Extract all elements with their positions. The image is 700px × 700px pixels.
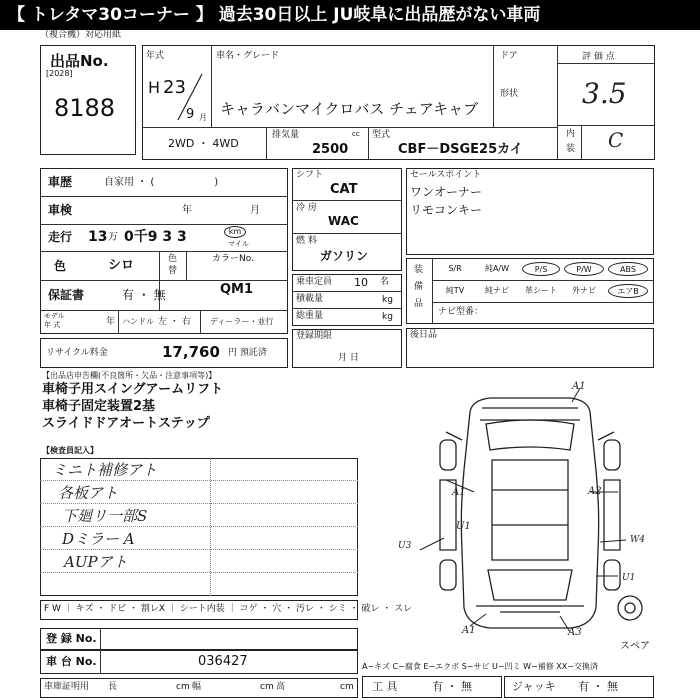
equip-power-window: P/W bbox=[564, 262, 604, 276]
color-no-value: QM1 bbox=[220, 282, 254, 297]
recycle-label: リサイクル料金 bbox=[46, 348, 108, 358]
title-banner: 【 トレタマ30コーナー 】 過去30日以上 JU岐阜に出品歴がない車両 bbox=[0, 0, 700, 30]
score-value: 3.5 bbox=[582, 77, 627, 110]
cooling-value: WAC bbox=[328, 214, 359, 228]
diagram-mark-1: A1 bbox=[572, 381, 586, 392]
cert-width: 幅 bbox=[192, 682, 202, 692]
inspection-row: F W ｜ キズ ・ ドビ ・ 割レX ｜ シート内装 ｜ コゲ ・ 穴 ・ 汚レ ・ シミ ・ 破レ ・ スレ bbox=[44, 604, 413, 614]
tools-value: 有 ・ 無 bbox=[432, 680, 472, 693]
registration-no-label: 登 録 No. bbox=[46, 632, 97, 645]
cert-height-unit: cm bbox=[340, 682, 354, 692]
month-value: 9 bbox=[186, 107, 195, 122]
spare-label: スペア bbox=[620, 641, 650, 652]
interior-value: C bbox=[608, 128, 624, 152]
chassis-value: 036427 bbox=[198, 654, 248, 669]
inspector-note-3: 下廻リ一部S bbox=[62, 507, 148, 525]
diagram-mark-3: A2 bbox=[588, 486, 602, 497]
warranty-label: 保証書 bbox=[48, 288, 85, 302]
registration-deadline-label: 登録期限 bbox=[296, 331, 333, 341]
warranty-value: 有 ・ 無 bbox=[122, 288, 166, 302]
cert-height: 高 bbox=[276, 682, 286, 692]
score-label: 評 価 点 bbox=[582, 52, 615, 62]
model-year-label-2: 年 式 bbox=[44, 321, 61, 329]
displacement-unit: cc bbox=[352, 130, 360, 138]
declaration-line-3: スライドドアオートステップ bbox=[42, 416, 210, 431]
cooling-label: 冷 房 bbox=[296, 203, 317, 213]
declaration-header: 【出品店申告欄(不良箇所・欠品・注意事項等)】 bbox=[42, 371, 217, 380]
color-no-label: カラーNo. bbox=[212, 254, 254, 264]
year-label: 年式 bbox=[146, 51, 165, 61]
later-items-label: 後日品 bbox=[410, 330, 438, 340]
lot-label: 出品No. bbox=[50, 52, 109, 70]
door-label: ドア bbox=[500, 51, 518, 61]
chassis-label: 車 台 No. bbox=[46, 655, 97, 668]
equip-power-steering: P/S bbox=[522, 262, 560, 276]
diagram-mark-8: A1 bbox=[462, 625, 476, 636]
inspection-label: 車検 bbox=[48, 203, 73, 217]
fuel-value: ガソリン bbox=[320, 249, 369, 263]
diagram-mark-2: A1 bbox=[452, 487, 466, 498]
displacement-label: 排気量 bbox=[272, 130, 300, 140]
mile-unit: マイル bbox=[228, 240, 249, 248]
equip-leather-seat: 革シート bbox=[525, 286, 557, 295]
sub-header: （複合機）対応用紙 bbox=[40, 30, 122, 40]
load-unit: kg bbox=[382, 295, 393, 305]
mileage-rest: 0千9 3 3 bbox=[124, 229, 187, 245]
car-name: キャラバンマイクロバス チェアキャブ bbox=[220, 100, 479, 118]
equip-sunroof: S/R bbox=[448, 264, 462, 273]
diagram-mark-6: W4 bbox=[630, 535, 645, 545]
inspection-month-unit: 月 bbox=[250, 205, 260, 216]
sales-point-1: ワンオーナー bbox=[410, 185, 483, 199]
km-unit-circled: km bbox=[224, 226, 246, 238]
tools-label: 工 具 bbox=[372, 680, 398, 693]
history-value: 自家用 ・ ( ) bbox=[104, 177, 219, 188]
registration-deadline-unit: 月 日 bbox=[338, 353, 359, 363]
year-value: 23 bbox=[163, 77, 186, 98]
month-unit: 月 bbox=[199, 113, 207, 122]
color-label: 色 bbox=[54, 259, 67, 273]
cert-length-unit: cm bbox=[176, 682, 190, 692]
later-items-box bbox=[406, 328, 654, 368]
equip-genuine-navi: 純ナビ bbox=[485, 286, 509, 295]
car-label: 車名・グレード bbox=[216, 51, 280, 61]
equip-external-navi: 外ナビ bbox=[572, 286, 596, 295]
inspector-note-2: 各板アト bbox=[58, 484, 119, 502]
recycle-unit: 円 預託済 bbox=[228, 348, 267, 358]
inspector-note-5: AUPアト bbox=[64, 553, 128, 571]
capacity-label: 乗車定員 bbox=[296, 277, 333, 287]
fuel-label: 燃 料 bbox=[296, 236, 317, 246]
gross-unit: kg bbox=[382, 312, 393, 322]
inspector-note-4: Dミラー A bbox=[62, 530, 135, 548]
year-era: H bbox=[148, 78, 161, 97]
sales-points-label: セールスポイント bbox=[410, 170, 482, 180]
mileage-man-unit: 万 bbox=[108, 232, 118, 243]
jack-value: 有 ・ 無 bbox=[578, 680, 618, 693]
cert-length: 長 bbox=[108, 682, 118, 692]
handle-value: 左 ・ 右 bbox=[158, 317, 191, 327]
model-year-label-1: モデル bbox=[44, 312, 65, 320]
declaration-line-1: 車椅子用スイングアームリフト bbox=[42, 382, 224, 397]
load-label: 積載量 bbox=[296, 294, 324, 304]
equipment-label-1: 装 bbox=[414, 265, 424, 275]
garage-cert-label: 車庫証明用 bbox=[44, 682, 90, 692]
interior-label-2: 装 bbox=[566, 144, 576, 154]
equipment-label-3: 品 bbox=[414, 299, 424, 309]
sales-point-2: リモコンキー bbox=[410, 203, 483, 217]
equip-genuine-tv: 純TV bbox=[445, 286, 465, 295]
displacement-value: 2500 bbox=[312, 142, 349, 157]
model-value: CBF－DSGE25カイ bbox=[398, 142, 523, 157]
capacity-value: 10 bbox=[354, 276, 368, 289]
diagram-mark-9: A3 bbox=[568, 627, 582, 638]
handle-label: ハンドル bbox=[122, 317, 154, 326]
mileage-label: 走行 bbox=[48, 230, 73, 244]
shift-label: シフト bbox=[296, 170, 324, 180]
shape-label: 形状 bbox=[500, 89, 519, 99]
jack-label: ジャッキ bbox=[512, 680, 556, 693]
legend: A−キズ C−腐食 E−エクボ S−サビ U−凹ミ W−補修 XX−交換済 bbox=[362, 662, 598, 671]
history-label: 車歴 bbox=[48, 175, 73, 189]
model-label: 型式 bbox=[372, 130, 391, 140]
paint-label-2: 替 bbox=[168, 266, 178, 276]
equip-genuine-aw: 純A/W bbox=[484, 264, 510, 273]
diagram-mark-4: U1 bbox=[456, 521, 471, 532]
capacity-unit: 名 bbox=[380, 277, 390, 287]
car-diagram bbox=[400, 380, 660, 640]
recycle-value: 17,760 bbox=[162, 343, 220, 361]
shift-value: CAT bbox=[330, 182, 358, 197]
interior-label-1: 内 bbox=[566, 129, 576, 139]
lot-number: 8188 bbox=[54, 94, 116, 122]
equip-airbag: エアB bbox=[608, 284, 648, 298]
equip-abs: ABS bbox=[608, 262, 648, 276]
cert-width-unit: cm bbox=[260, 682, 274, 692]
drive-options: 2WD ・ 4WD bbox=[168, 137, 239, 150]
mileage-man: 13 bbox=[88, 229, 108, 245]
equipment-label-2: 備 bbox=[414, 282, 424, 292]
paint-label-1: 色 bbox=[168, 254, 178, 264]
navi-model-label: ナビ型番： bbox=[438, 307, 484, 317]
diagram-mark-5: U3 bbox=[398, 541, 412, 551]
color-value: シロ bbox=[108, 258, 135, 273]
inspector-note-1: ミニト補修アト bbox=[52, 461, 158, 479]
inspector-header: 【検査員記入】 bbox=[42, 446, 98, 455]
lot-tag: [2028] bbox=[46, 69, 73, 78]
dealer-label: ディーラー・並行 bbox=[210, 317, 274, 326]
model-year-unit: 年 bbox=[106, 317, 116, 327]
diagram-mark-7: U1 bbox=[622, 573, 636, 583]
inspection-year-unit: 年 bbox=[182, 205, 192, 216]
declaration-line-2: 車椅子固定装置2基 bbox=[42, 399, 156, 414]
gross-label: 総重量 bbox=[296, 311, 324, 321]
